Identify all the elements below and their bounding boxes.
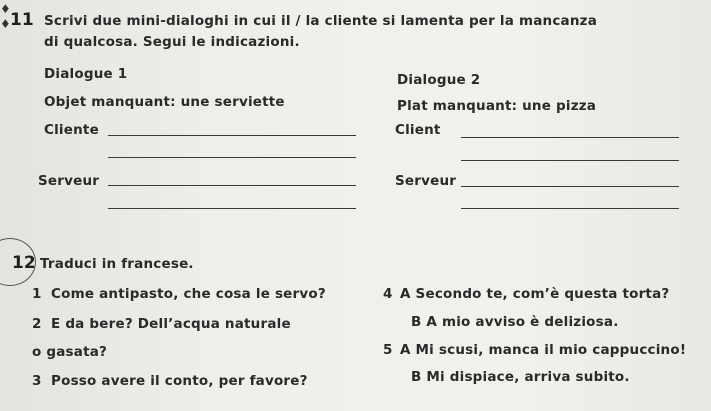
item-number: 2 <box>32 316 42 332</box>
item-text: Posso avere il conto, per favore? <box>51 373 308 389</box>
answer-line[interactable] <box>461 186 679 187</box>
dialogue-2-speaker-serveur: Serveur <box>395 173 457 189</box>
dialogue-2-speaker-client: Client <box>395 122 441 138</box>
item-text: o gasata? <box>32 344 108 360</box>
item-number: 1 <box>32 286 42 302</box>
item-text: A Mi scusi, manca il mio cappuccino! <box>400 342 687 358</box>
item-text: Come antipasto, che cosa le servo? <box>51 286 326 302</box>
exercise-11-instruction: Scrivi due mini-dialoghi in cui il / la cliente si lamenta per la mancanza <box>44 13 598 29</box>
dialogue-1-title: Dialogue 1 <box>44 66 128 82</box>
dialogue-1-speaker-serveur: Serveur <box>38 173 100 189</box>
dialogue-2-title: Dialogue 2 <box>397 72 481 88</box>
answer-line[interactable] <box>108 185 356 186</box>
item-text: B Mi dispiace, arriva subito. <box>411 369 630 385</box>
answer-line[interactable] <box>461 160 679 161</box>
dialogue-2-object: Plat manquant: une pizza <box>397 98 597 114</box>
exercise-11-instruction-cont: di qualcosa. Segui le indicazioni. <box>44 34 300 50</box>
item-number: 4 <box>383 286 393 302</box>
answer-line[interactable] <box>461 137 679 138</box>
answer-line[interactable] <box>108 135 356 136</box>
margin-arrow-icon: ♦ <box>0 2 11 16</box>
exercise-12-title: Traduci in francese. <box>40 256 194 272</box>
exercise-12-number: 12 <box>12 253 36 273</box>
item-text: A Secondo te, com’è questa torta? <box>400 286 670 302</box>
answer-line[interactable] <box>108 208 356 209</box>
exercise-11-number: 11 <box>10 10 34 30</box>
item-text: B A mio avviso è deliziosa. <box>411 314 619 330</box>
item-number: 5 <box>383 342 393 358</box>
answer-line[interactable] <box>461 208 679 209</box>
item-number: 3 <box>32 373 42 389</box>
margin-arrow-icon: ♦ <box>0 17 11 31</box>
dialogue-1-object: Objet manquant: une serviette <box>44 94 285 110</box>
dialogue-1-speaker-cliente: Cliente <box>44 122 99 138</box>
item-text: E da bere? Dell’acqua naturale <box>51 316 291 332</box>
answer-line[interactable] <box>108 157 356 158</box>
